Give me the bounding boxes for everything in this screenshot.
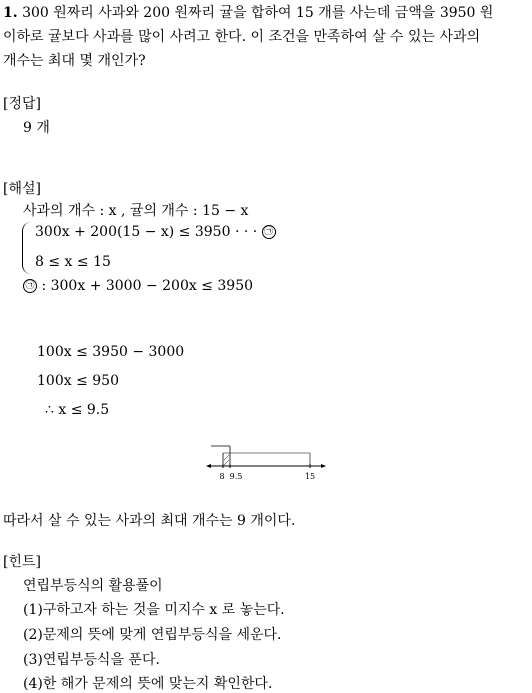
hint-title: 연립부등식의 활용풀이 [23,578,163,594]
hint-step-3: (3)연립부등식을 푼다. [23,652,160,668]
left-arrow [206,464,211,468]
tick-label-9-5: 9.5 [229,472,243,481]
circled-marker-2: ㉠ [23,279,37,293]
hint-heading: [힌트] [3,554,41,570]
system-equation-1 [35,224,276,240]
system-equation-2: 8 ≤ x ≤ 15 [35,254,111,270]
answer-heading: [정답] [3,96,41,112]
solution-heading: [해설] [3,181,41,197]
hint-step-1: (1)구하고자 하는 것을 미지수 x 로 놓는다. [23,602,285,618]
number-line-diagram [203,440,333,484]
expand-text: : 300x + 3000 − 200x ≤ 3950 [41,278,254,294]
hint-step-4: (4)한 해가 문제의 뜻에 맞는지 확인한다. [23,676,273,692]
solve-step-2: 100x ≤ 950 [37,373,119,389]
system-brace [22,222,31,274]
overlap-hatch-1 [224,455,229,460]
problem-text-1: 300 원짜리 사과와 200 원짜리 귤을 합하여 15 개를 사는데 금액을 3950 원 [22,5,494,21]
solution-conclusion: 따라서 살 수 있는 사과의 최대 개수는 9 개이다. [3,513,296,529]
solve-step-3: ∴ x ≤ 9.5 [45,402,110,418]
problem-text-3: 개수는 최대 몇 개인가? [3,53,146,69]
tick-label-15: 15 [304,472,316,481]
tick-label-8: 8 [219,472,225,481]
problem-text-2: 이하로 귤보다 사과를 많이 사려고 한다. 이 조건을 만족하여 살 수 있는 사과의 [3,29,481,45]
answer-value: 9 개 [23,120,50,136]
system-equation-1-text: 300x + 200(15 − x) ≤ 3950 · · · [35,224,258,240]
solution-variables: 사과의 개수 : x , 귤의 개수 : 15 − x [23,203,249,219]
problem-number: 1. [3,5,18,21]
hint-step-2: (2)문제의 뜻에 맞게 연립부등식을 세운다. [23,627,282,643]
solve-step-1: 100x ≤ 3950 − 3000 [37,344,185,360]
problem-line-1 [3,2,493,22]
overlap-hatch-2 [224,460,229,465]
right-arrow [321,464,326,468]
circled-marker-1: ㉠ [262,225,276,239]
expand-line [23,278,253,294]
